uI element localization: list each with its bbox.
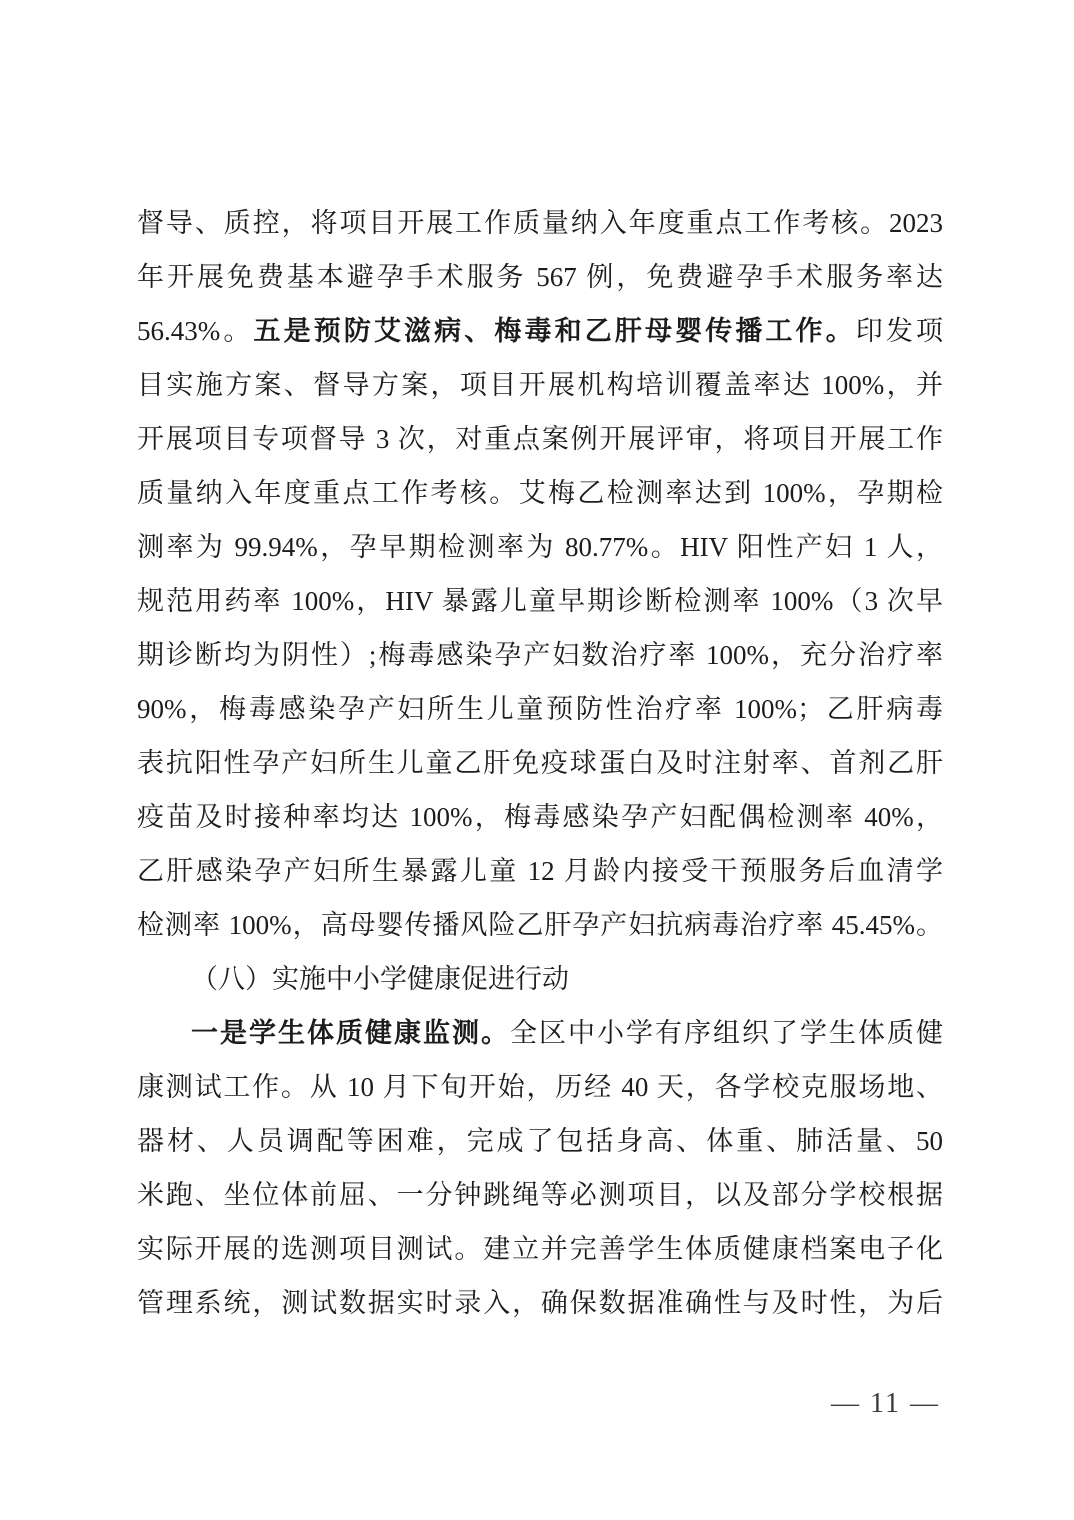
text-line — [137, 1222, 943, 1276]
text-line — [137, 628, 943, 682]
page-number: — 11 — — [831, 1388, 940, 1419]
text-run: 全区中小学有序组织了学生体质健 — [510, 1018, 943, 1048]
text-line — [137, 1114, 943, 1168]
section-heading — [137, 952, 943, 1006]
text-line — [137, 1006, 943, 1060]
text-line — [137, 682, 943, 736]
text-line — [137, 250, 943, 304]
text-line — [137, 520, 943, 574]
text-run: 康测试工作。从 10 月下旬开始，历经 40 天，各学校克服场地、 — [137, 1072, 943, 1102]
text-line — [137, 1276, 943, 1330]
text-line — [137, 1060, 943, 1114]
text-run: 规范用药率 100%，HIV 暴露儿童早期诊断检测率 100%（3 次早 — [137, 586, 943, 616]
document-body — [137, 196, 943, 1330]
text-line — [137, 304, 943, 358]
text-line — [137, 574, 943, 628]
heading-text-run: （八）实施中小学健康促进行动 — [191, 964, 569, 994]
text-run: 质量纳入年度重点工作考核。艾梅乙检测率达到 100%，孕期检 — [137, 478, 943, 508]
bold-text-run: 一是学生体质健康监测。 — [191, 1018, 510, 1048]
text-run: 印发项 — [855, 316, 943, 346]
text-run: 督导、质控，将项目开展工作质量纳入年度重点工作考核。2023 — [137, 208, 943, 238]
text-run: 实际开展的选测项目测试。建立并完善学生体质健康档案电子化 — [137, 1234, 943, 1264]
text-run: 期诊断均为阴性）;梅毒感染孕产妇数治疗率 100%，充分治疗率 — [137, 640, 943, 670]
text-line — [137, 412, 943, 466]
text-run: 器材、人员调配等困难，完成了包括身高、体重、肺活量、50 — [137, 1126, 943, 1156]
text-line — [137, 466, 943, 520]
text-run: 检测率 100%，高母婴传播风险乙肝孕产妇抗病毒治疗率 45.45%。 — [137, 910, 943, 940]
text-run: 米跑、坐位体前屈、一分钟跳绳等必测项目，以及部分学校根据 — [137, 1180, 943, 1210]
text-run: 56.43%。 — [137, 316, 254, 346]
text-run: 目实施方案、督导方案，项目开展机构培训覆盖率达 100%，并 — [137, 370, 943, 400]
text-run: 乙肝感染孕产妇所生暴露儿童 12 月龄内接受干预服务后血清学 — [137, 856, 943, 886]
text-run: 表抗阳性孕产妇所生儿童乙肝免疫球蛋白及时注射率、首剂乙肝 — [137, 748, 943, 778]
text-run: 开展项目专项督导 3 次，对重点案例开展评审，将项目开展工作 — [137, 424, 943, 454]
text-run: 管理系统，测试数据实时录入，确保数据准确性与及时性，为后 — [137, 1288, 943, 1318]
text-line — [137, 1168, 943, 1222]
text-run: 测率为 99.94%，孕早期检测率为 80.77%。HIV 阳性产妇 1 人， — [137, 532, 943, 562]
text-line — [137, 196, 943, 250]
text-line — [137, 790, 943, 844]
text-run: 90%，梅毒感染孕产妇所生儿童预防性治疗率 100%；乙肝病毒 — [137, 694, 943, 724]
bold-text-run: 五是预防艾滋病、梅毒和乙肝母婴传播工作。 — [253, 316, 856, 346]
text-run: 年开展免费基本避孕手术服务 567 例，免费避孕手术服务率达 — [137, 262, 943, 292]
text-line — [137, 898, 943, 952]
text-line — [137, 358, 943, 412]
text-run: 疫苗及时接种率均达 100%，梅毒感染孕产妇配偶检测率 40%， — [137, 802, 943, 832]
text-line — [137, 736, 943, 790]
text-line — [137, 844, 943, 898]
